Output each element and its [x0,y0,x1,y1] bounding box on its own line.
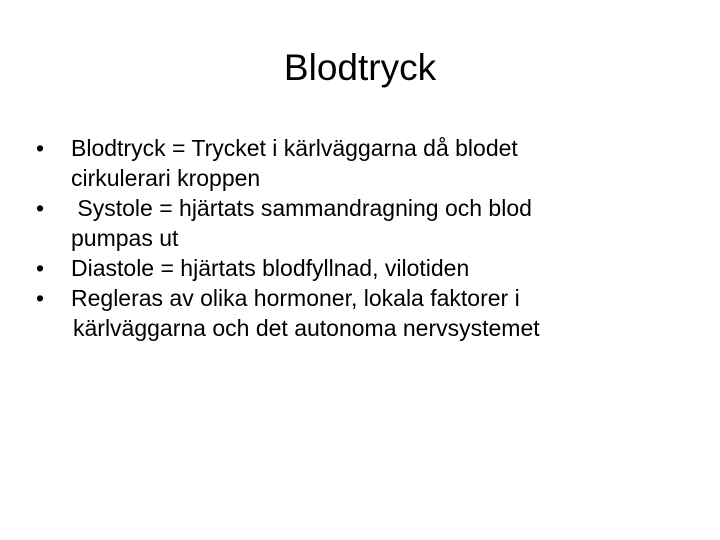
bullet-text-line: Diastole = hjärtats blodfyllnad, vilotiden [71,255,470,281]
bullet-text-line: Blodtryck = Trycket i kärlväggarna då blodet [71,135,518,161]
bullet-text-line: cirkulerari kroppen [71,165,261,191]
bullet-point-icon: • [36,195,45,221]
bullet-point-icon: • [36,285,45,311]
bullet-list [36,133,686,343]
bullet-point-icon: • [36,135,45,161]
bullet-text-line: pumpas ut [71,225,179,251]
bullet-item-blodtryck [36,133,686,193]
bullet-item-regleras [36,283,686,343]
bullet-item-diastole [36,253,686,283]
bullet-text-line: Systole = hjärtats sammandragning och blod [71,195,532,221]
bullet-text-line: kärlväggarna och det autonoma nervsystemet [73,315,540,341]
slide-title: Blodtryck [283,47,437,88]
bullet-text-line: Regleras av olika hormoner, lokala faktorer i [71,285,520,311]
bullet-point-icon: • [36,255,45,281]
bullet-item-systole [36,193,686,253]
